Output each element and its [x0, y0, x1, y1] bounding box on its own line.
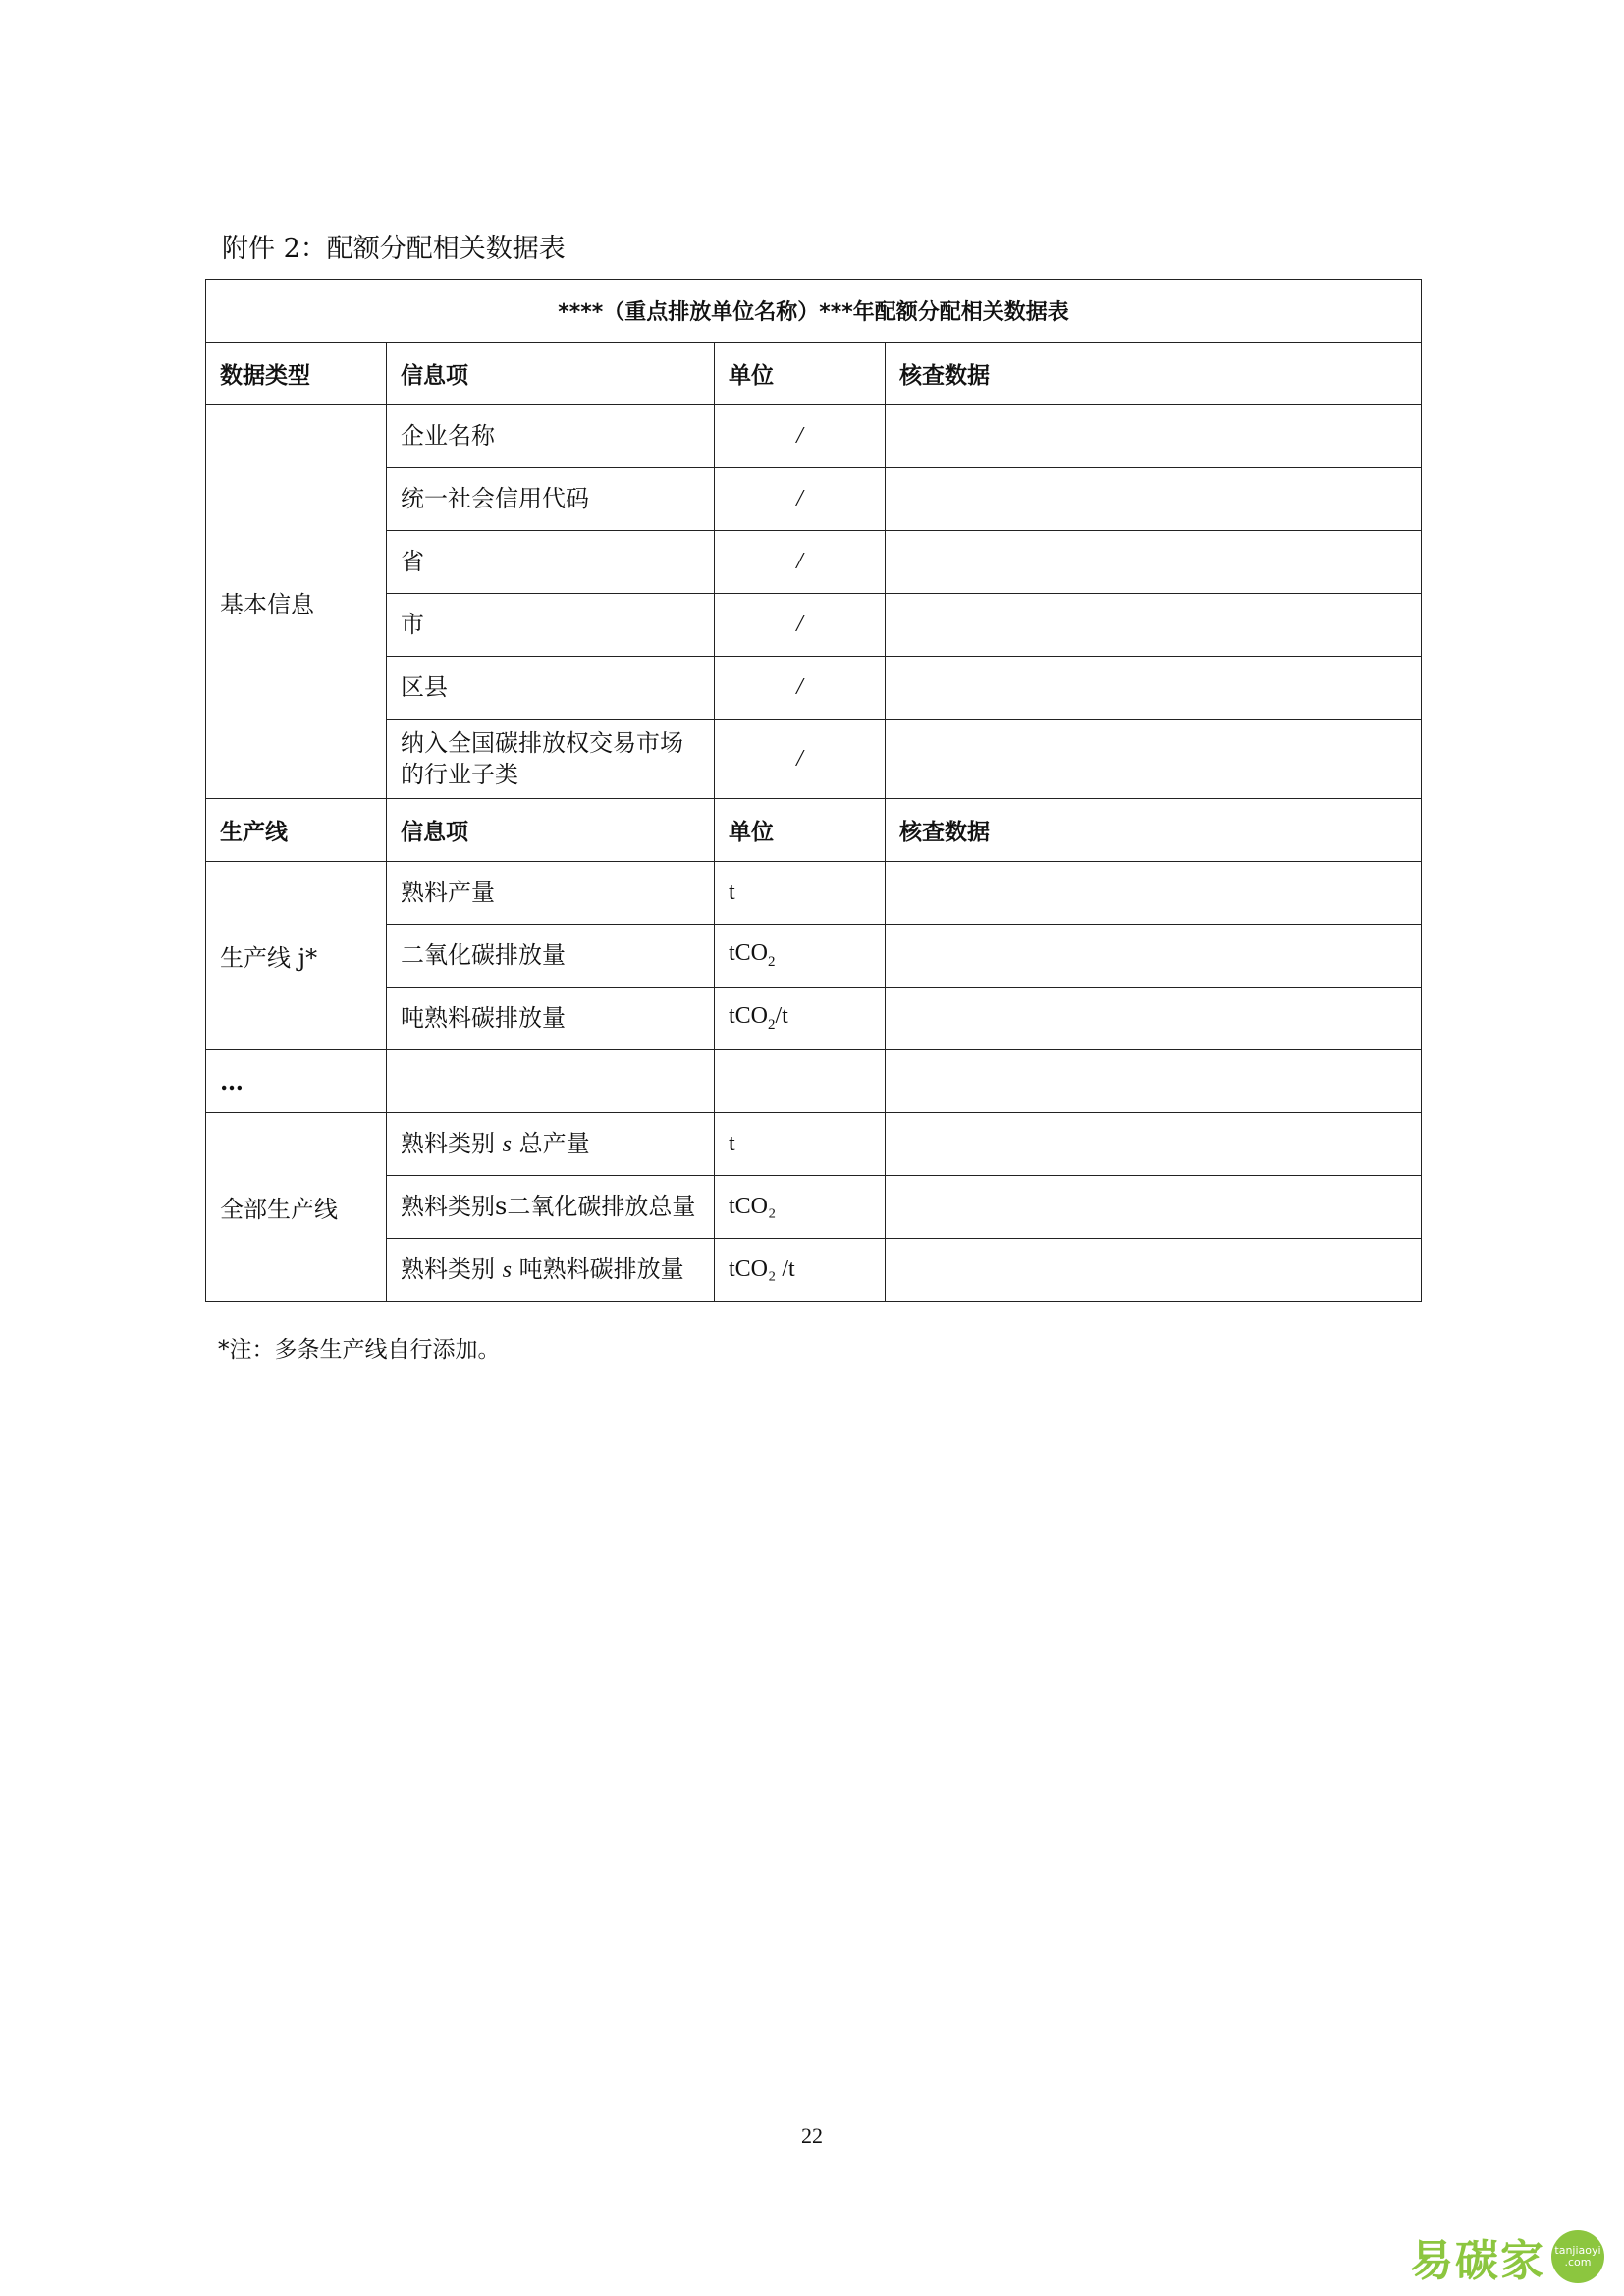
- row-item: 区县: [387, 657, 715, 720]
- table-row: [206, 405, 1422, 468]
- row-unit: /: [715, 720, 886, 799]
- row-item: 熟料产量: [387, 862, 715, 925]
- row-item: 企业名称: [387, 405, 715, 468]
- table-row: [206, 720, 1422, 799]
- attachment-heading: 附件 2：配额分配相关数据表: [222, 234, 566, 264]
- header-production-line: 生产线: [206, 799, 387, 862]
- section-header-row: [206, 799, 1422, 862]
- row-unit: t: [715, 862, 886, 925]
- row-value-cell: [886, 468, 1422, 531]
- table-row: [206, 1113, 1422, 1176]
- row-unit: /: [715, 468, 886, 531]
- table-title-row: [206, 280, 1422, 343]
- table-row: [206, 988, 1422, 1050]
- ellipsis-cell: …: [206, 1050, 387, 1113]
- table-row: [206, 1050, 1422, 1113]
- row-item: 省: [387, 531, 715, 594]
- header-info-item: 信息项: [387, 343, 715, 405]
- row-item: [387, 1239, 715, 1302]
- row-unit: /: [715, 531, 886, 594]
- row-value-cell: [886, 1176, 1422, 1239]
- row-unit: /: [715, 405, 886, 468]
- row-value-cell: [886, 720, 1422, 799]
- row-value-cell: [886, 594, 1422, 657]
- group-basic-info: 基本信息: [206, 405, 387, 799]
- row-value-cell: [886, 988, 1422, 1050]
- page-number: 22: [801, 2123, 823, 2148]
- item-prefix: 熟料类别: [401, 1129, 503, 1157]
- header-unit: 单位: [715, 799, 886, 862]
- row-item: 纳入全国碳排放权交易市场的行业子类: [387, 720, 715, 799]
- item-variable: s: [495, 1193, 508, 1221]
- watermark-site: tanjiaoyi .com: [1551, 2230, 1604, 2283]
- table-title: ****（重点排放单位名称）***年配额分配相关数据表: [206, 280, 1422, 343]
- table-row: [206, 657, 1422, 720]
- header-verified-data: 核查数据: [886, 343, 1422, 405]
- table-row: [206, 1176, 1422, 1239]
- item-variable: s: [502, 1256, 512, 1283]
- row-value-cell: [886, 1239, 1422, 1302]
- table-footnote: *注：多条生产线自行添加。: [218, 1337, 501, 1362]
- row-item: 吨熟料碳排放量: [387, 988, 715, 1050]
- table-header-row: [206, 343, 1422, 405]
- watermark-logo: [1410, 2225, 1604, 2288]
- row-unit: /: [715, 657, 886, 720]
- table-row: [206, 925, 1422, 988]
- group-all-lines: 全部生产线: [206, 1113, 387, 1302]
- item-suffix: 吨熟料碳排放量: [511, 1255, 684, 1283]
- table-row: [206, 1239, 1422, 1302]
- row-value-cell: [886, 862, 1422, 925]
- row-item: 二氧化碳排放量: [387, 925, 715, 988]
- item-suffix: 总产量: [511, 1129, 590, 1157]
- table-row: [206, 594, 1422, 657]
- header-verified-data: 核查数据: [886, 799, 1422, 862]
- item-prefix: 熟料类别: [401, 1193, 495, 1221]
- row-value-cell: [886, 1113, 1422, 1176]
- row-value-cell: [886, 405, 1422, 468]
- row-unit: tCO$_2$: [715, 925, 886, 988]
- watermark-brand: 易碳家: [1410, 2236, 1545, 2286]
- row-unit: /: [715, 594, 886, 657]
- item-prefix: 熟料类别: [401, 1255, 503, 1283]
- row-item: 市: [387, 594, 715, 657]
- item-suffix: 二氧化碳排放总量: [507, 1193, 696, 1221]
- row-unit: tCO$_2$/t: [715, 988, 886, 1050]
- row-value-cell: [886, 925, 1422, 988]
- row-item: [387, 1176, 715, 1239]
- header-unit: 单位: [715, 343, 886, 405]
- empty-cell: [886, 1050, 1422, 1113]
- empty-cell: [715, 1050, 886, 1113]
- row-item: 统一社会信用代码: [387, 468, 715, 531]
- header-data-type: 数据类型: [206, 343, 387, 405]
- empty-cell: [387, 1050, 715, 1113]
- table-row: [206, 468, 1422, 531]
- group-production-line-j: 生产线 j*: [206, 862, 387, 1050]
- table-row: [206, 862, 1422, 925]
- row-unit: tCO₂: [715, 1176, 886, 1239]
- quota-allocation-table: [205, 279, 1422, 1302]
- header-info-item: 信息项: [387, 799, 715, 862]
- row-value-cell: [886, 657, 1422, 720]
- row-unit: tCO₂ /t: [715, 1239, 886, 1302]
- row-item: [387, 1113, 715, 1176]
- row-value-cell: [886, 531, 1422, 594]
- row-unit: t: [715, 1113, 886, 1176]
- table-row: [206, 531, 1422, 594]
- item-variable: s: [502, 1131, 512, 1157]
